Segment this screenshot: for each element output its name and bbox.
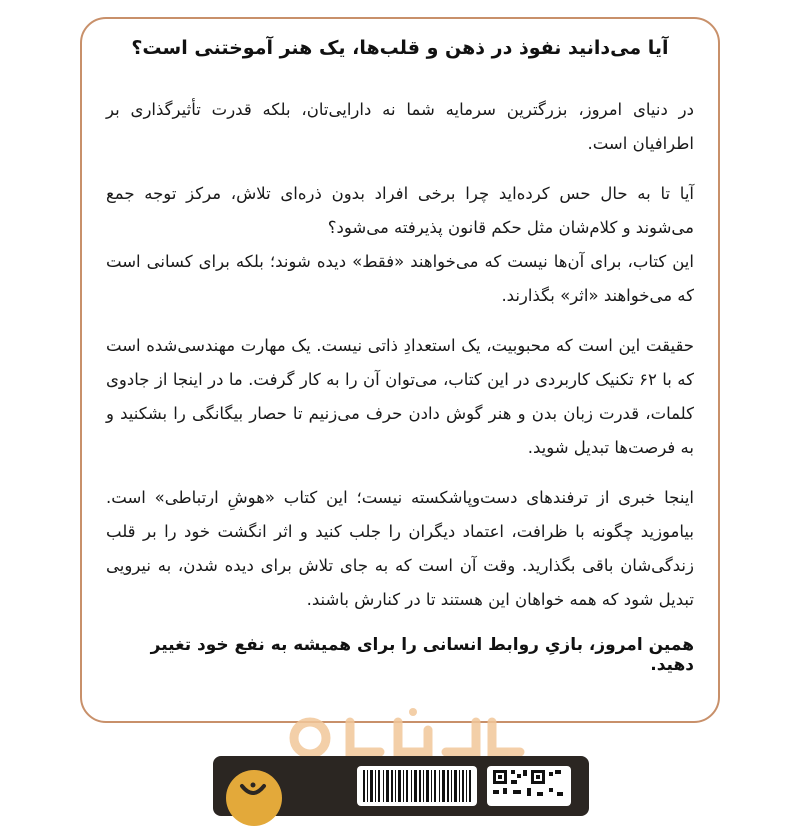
paragraph-audience: این کتاب، برای آن‌ها نیست که می‌خواهند «فقط» دیده شوند؛ بلکه برای کسانی است که می‌خواهند «اثر» بگذارند. — [106, 252, 694, 305]
qr-code-icon — [487, 766, 571, 806]
back-cover-text-frame — [80, 17, 720, 723]
paragraph-intro: در دنیای امروز، بزرگترین سرمایه شما نه دارایی‌تان، بلکه قدرت تأثیرگذاری بر اطرافیان است. — [106, 100, 694, 153]
paragraph-question: آیا تا به حال حس کرده‌اید چرا برخی افراد بدون ذره‌ای تلاش، مرکز توجه جمع می‌شوند و کلام‌شان مثل حکم قانون پذیرفته می‌شود؟ — [106, 184, 694, 237]
barcode-icon — [357, 766, 477, 806]
closing-line: همین امروز، بازیِ روابط انسانی را برای همیشه به نفع خود تغییر دهید. — [150, 635, 694, 675]
paragraph-truth: حقیقت این است که محبوبیت، یک استعدادِ ذاتی نیست. یک مهارت مهندسی‌شده است که با ۶۲ تکنیک کاربردی در این کتاب، می‌توان آن را به کار گرفت. ما در اینجا از جادوی کلمات، قدرت زبان بدن و هنر گوش دادن حرف می‌زنیم تا حصار بیگانگی را بشکنید و به فرصت‌ها تبدیل شوید. — [106, 336, 694, 457]
publisher-logo-mark — [238, 782, 268, 800]
paragraph-book: اینجا خبری از ترفندهای دست‌وپاشکسته نیست؛ این کتاب «هوشِ ارتباطی» است. بیاموزید چگونه با ظرافت، اعتماد دیگران را جلب کنید و اثر انگشت خود را بر قلب زندگی‌شان باقی بگذارید. وقت آن است که به جای تلاش برای دیده شدن، به نیرویی تبدیل شود که همه خواهان این هستند تا در کنارش باشند. — [106, 488, 694, 609]
cover-heading: آیا می‌دانید نفوذ در ذهن و قلب‌ها، یک هنر آموختنی است؟ — [131, 37, 669, 59]
